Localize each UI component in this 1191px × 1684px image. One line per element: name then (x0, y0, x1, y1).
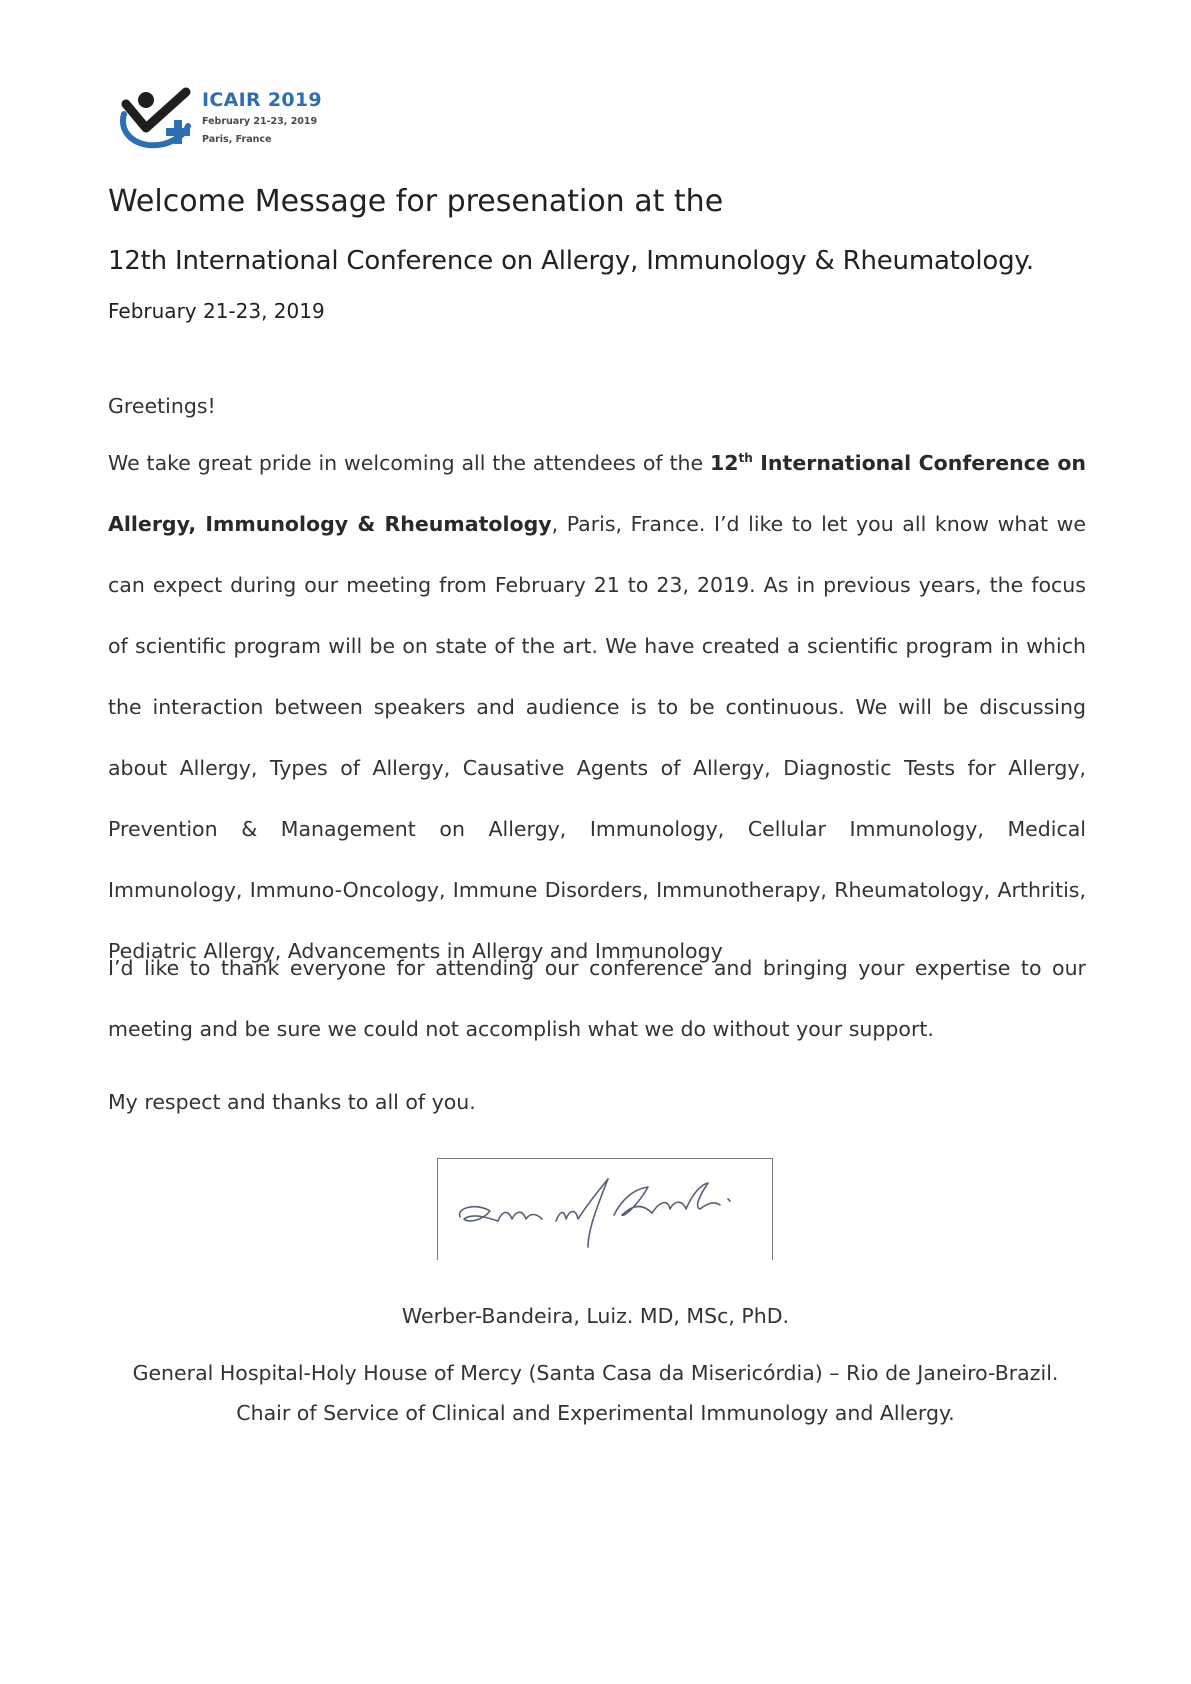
ordinal-suffix: th (738, 451, 753, 466)
page-title: Welcome Message for presenation at the (108, 184, 724, 219)
welcome-paragraph (108, 433, 1086, 982)
signatory-role: Chair of Service of Clinical and Experimental Immunology and Allergy. (236, 1401, 955, 1425)
conference-name-rest: International Conference on Allergy, Immunology & Rheumatology (108, 451, 1087, 536)
thanks-paragraph: I’d like to thank everyone for attending our conference and bringing your expertise to our meeting and be sure we could not accomplish what we do without your support. (108, 956, 1086, 1041)
ordinal-number: 12 (710, 451, 739, 475)
signatory-name: Werber-Bandeira, Luiz. MD, MSc, PhD. (401, 1304, 790, 1328)
logo-dates: February 21-23, 2019 (202, 116, 318, 127)
logo-title: ICAIR 2019 (202, 89, 322, 111)
conference-logo (116, 84, 322, 156)
paragraph-body: , Paris, France. I’d like to let you all know what we can expect during our meeting from February 21 to 23, 2019. As in previous years, the focus of scientific program will be on state of the art. We have created a scientific program in which the interaction between speakers and audience is to be continuous. We will be discussing about Allergy, Types of Allergy, Causative Agents of Allergy, Diagnostic Tests for Allergy, Prevention & Management on Allergy, Immunology, Cellular Immunology, Medical Immunology, Immuno-Oncology, Immune Disorders, Immunotherapy, Rheumatology, Arthritis, Pediatric Allergy, Advancements in Allergy and Immunology (108, 512, 1086, 963)
paragraph-intro: We take great pride in welcoming all the attendees of the (108, 451, 710, 475)
logo-figure-icon (116, 84, 202, 156)
conference-date: February 21-23, 2019 (108, 299, 325, 323)
conference-name: 12th International Conference on Allergy, Immunology & Rheumatology. (108, 246, 1034, 276)
handwritten-signature (437, 1158, 773, 1260)
signatory-organization: General Hospital-Holy House of Mercy (Santa Casa da Misericórdia) – Rio de Janeiro-Brazil. (132, 1361, 1059, 1385)
closing-line: My respect and thanks to all of you. (108, 1090, 476, 1114)
signature-icon (438, 1159, 772, 1259)
greeting: Greetings! (108, 394, 216, 418)
logo-place: Paris, France (202, 134, 272, 145)
